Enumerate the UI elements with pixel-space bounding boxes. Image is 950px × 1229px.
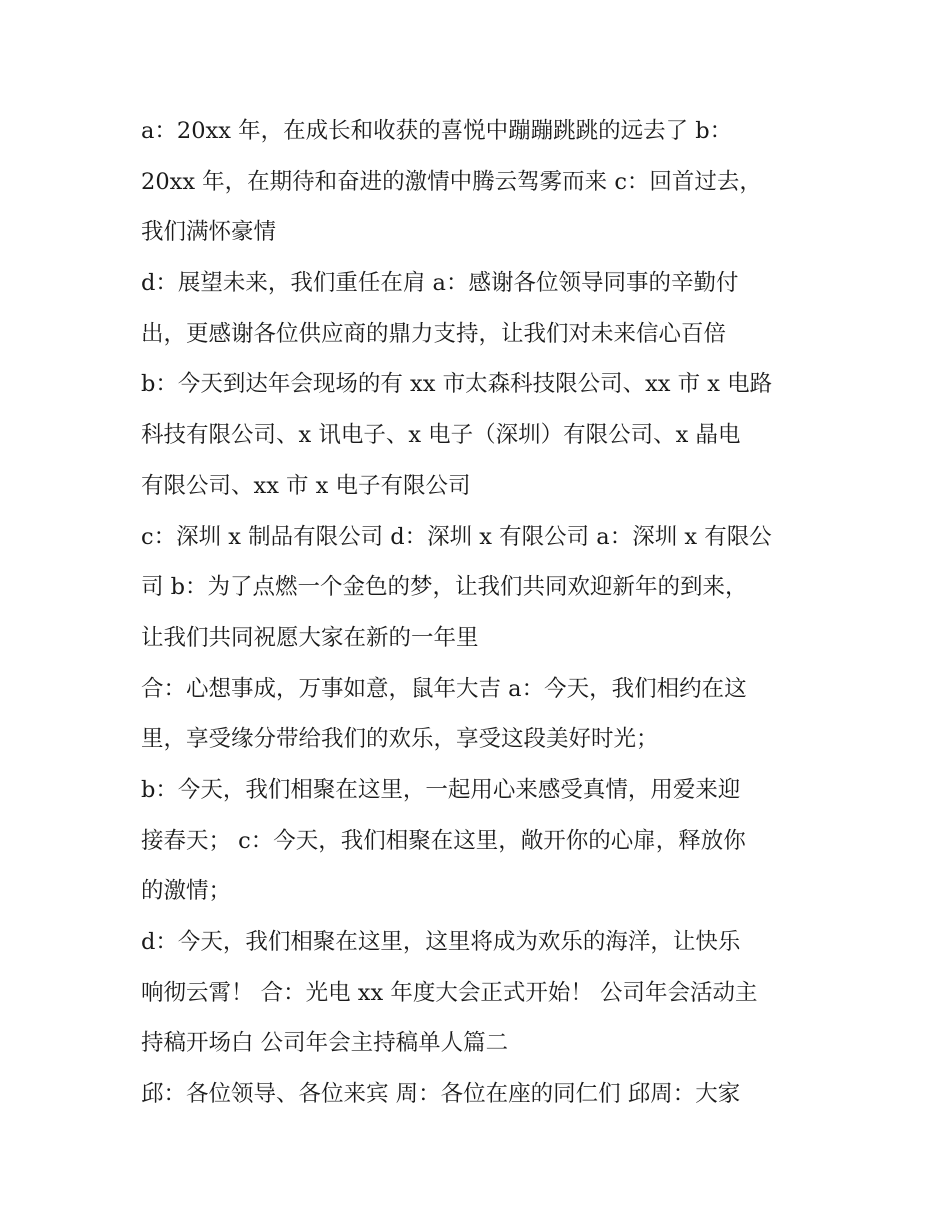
text-line: c：深圳 x 制品有限公司 d：深圳 x 有限公司 a：深圳 x 有限公: [141, 523, 772, 550]
text-line: 持稿开场白 公司年会主持稿单人篇二: [141, 1030, 509, 1057]
text-line: b：今天，我们相聚在这里，一起用心来感受真情，用爱来迎: [141, 776, 741, 803]
text-line: 司 b：为了点燃一个金色的梦，让我们共同欢迎新年的到来，: [141, 574, 748, 601]
text-line: d：今天，我们相聚在这里，这里将成为欢乐的海洋，让快乐: [141, 929, 741, 955]
text-line: 出，更感谢各位供应商的鼎力支持，让我们对未来信心百倍: [141, 320, 727, 347]
text-line: 响彻云霄！ 合：光电 xx 年度大会正式开始！ 公司年会活动主: [141, 979, 758, 1006]
text-line: a：20xx 年，在成长和收获的喜悦中蹦蹦跳跳的远去了 b：: [141, 118, 733, 144]
text-line: 有限公司、xx 市 x 电子有限公司: [141, 472, 471, 499]
text-line: 的激情；: [141, 878, 232, 905]
text-line: 里，享受缘分带给我们的欢乐，享受这段美好时光；: [141, 726, 659, 753]
text-line: 我们满怀豪情: [141, 219, 277, 246]
text-line: 邱：各位领导、各位来宾 周：各位在座的同仁们 邱周：大家: [141, 1081, 741, 1108]
document-body: [141, 106, 821, 1120]
text-line: d：展望未来，我们重任在肩 a：感谢各位领导同事的辛勤付: [141, 270, 739, 297]
text-line: 让我们共同祝愿大家在新的一年里: [141, 624, 479, 651]
text-line: 合：心想事成，万事如意，鼠年大吉 a：今天，我们相约在这: [141, 675, 747, 702]
text-line: 接春天； c：今天，我们相聚在这里，敞开你的心扉，释放你: [141, 827, 746, 854]
text-line: 科技有限公司、x 讯电子、x 电子（深圳）有限公司、x 晶电: [141, 422, 741, 449]
text-line: 20xx 年，在期待和奋进的激情中腾云驾雾而来 c：回首过去，: [141, 168, 762, 195]
text-line: b：今天到达年会现场的有 xx 市太森科技限公司、xx 市 x 电路: [141, 371, 773, 398]
